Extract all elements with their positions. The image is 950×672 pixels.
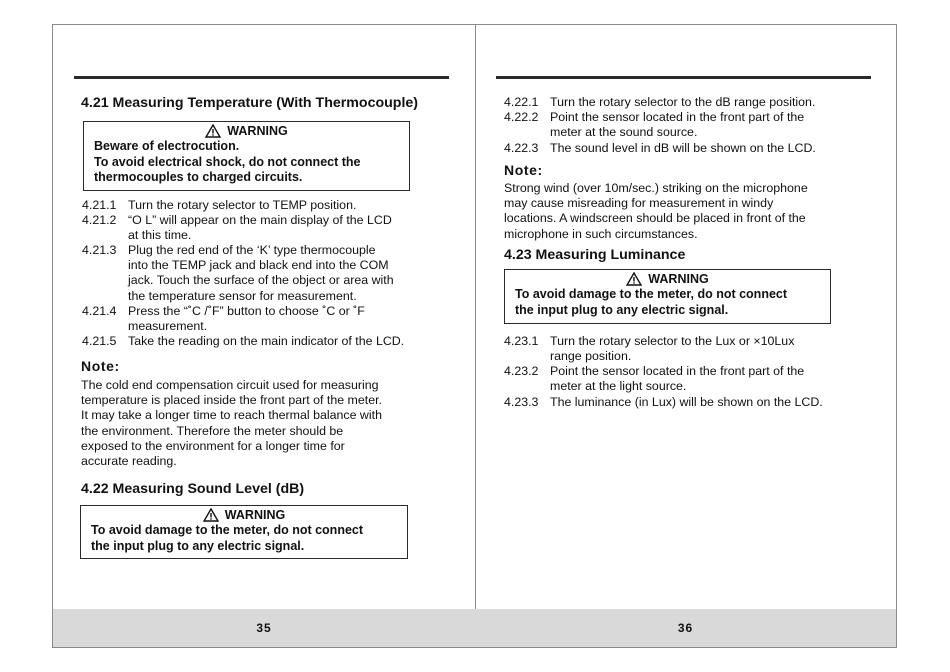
step-text: the temperature sensor for measurement. — [128, 288, 357, 303]
note-line: microphone in such circumstances. — [504, 226, 698, 241]
step-text: Turn the rotary selector to TEMP position. — [128, 198, 357, 212]
step-text: Turn the rotary selector to the dB range position. — [550, 95, 816, 109]
warning-line: Beware of electrocution. — [94, 139, 240, 153]
step-number: 4.23.2 — [504, 364, 539, 378]
step-4-21-5 — [82, 334, 404, 349]
warning-line: the input plug to any electric signal. — [91, 538, 305, 553]
step-number: 4.21.5 — [82, 334, 117, 348]
step-number: 4.23.1 — [504, 334, 539, 348]
note-line: exposed to the environment for a longer time for — [81, 438, 345, 453]
page-number: 36 — [677, 621, 694, 635]
note-text — [504, 181, 808, 242]
step-text: range position. — [550, 349, 632, 364]
step-text: The sound level in dB will be shown on the LCD. — [550, 141, 816, 155]
note-line: Strong wind (over 10m/sec.) striking on the microphone — [504, 181, 808, 195]
warning-line: the input plug to any electric signal. — [515, 302, 729, 317]
warning-text — [505, 287, 830, 318]
warning-header — [505, 271, 830, 287]
warning-line: To avoid damage to the meter, do not connect — [515, 287, 788, 301]
note-label: Note: — [504, 162, 543, 178]
step-4-22-3 — [504, 141, 816, 156]
warning-triangle-icon — [203, 508, 219, 522]
step-4-23-1 — [504, 334, 794, 364]
step-text: Take the reading on the main indicator of the LCD. — [128, 334, 405, 348]
warning-box-422 — [80, 505, 408, 559]
step-text: meter at the light source. — [550, 379, 687, 394]
top-rule — [496, 76, 871, 79]
step-4-23-3 — [504, 395, 823, 410]
warning-header — [81, 507, 407, 523]
step-number: 4.21.1 — [82, 198, 117, 212]
step-text: Turn the rotary selector to the Lux or ×10Lux — [550, 334, 795, 348]
note-line: It may take a longer time to reach thermal balance with — [81, 408, 382, 423]
note-line: locations. A windscreen should be placed in front of the — [504, 211, 806, 226]
section-title-421: 4.21 Measuring Temperature (With Thermocouple) — [81, 95, 419, 111]
step-text: jack. Touch the surface of the object or area with — [128, 273, 394, 288]
warning-box-421 — [83, 121, 410, 191]
warning-line: To avoid electrical shock, do not connect the — [94, 154, 361, 169]
note-line: the environment. Therefore the meter should be — [81, 423, 344, 438]
page-36 — [475, 25, 896, 647]
top-rule — [74, 76, 449, 79]
step-4-21-1 — [82, 198, 356, 213]
warning-text — [81, 523, 407, 554]
warning-text — [84, 139, 409, 186]
step-text: Plug the red end of the ‘K’ type thermocouple — [128, 243, 376, 257]
page-footer — [53, 609, 475, 647]
page-footer — [475, 609, 896, 647]
step-text: Point the sensor located in the front part of the — [550, 110, 805, 124]
step-4-22-1 — [504, 95, 815, 110]
step-number: 4.21.4 — [82, 304, 117, 318]
warning-title: WARNING — [224, 508, 286, 522]
step-4-21-2 — [82, 213, 392, 243]
step-text: Point the sensor located in the front part of the — [550, 364, 805, 378]
section-title-422: 4.22 Measuring Sound Level (dB) — [81, 481, 305, 497]
step-4-23-2 — [504, 364, 804, 394]
note-line: The cold end compensation circuit used for measuring — [81, 378, 379, 392]
step-text: meter at the sound source. — [550, 125, 698, 140]
warning-line: To avoid damage to the meter, do not connect — [91, 523, 364, 537]
step-number: 4.22.1 — [504, 95, 539, 109]
step-text: measurement. — [128, 319, 208, 334]
note-line: temperature is placed inside the front part of the meter. — [81, 393, 382, 408]
warning-box-423 — [504, 269, 831, 324]
step-4-21-4 — [82, 304, 365, 334]
step-number: 4.21.3 — [82, 243, 117, 257]
note-line: may cause misreading for measurement in windy — [504, 196, 774, 211]
note-label: Note: — [81, 358, 120, 374]
note-text — [81, 378, 382, 469]
page-35 — [53, 25, 476, 647]
step-4-22-2 — [504, 110, 804, 140]
warning-triangle-icon — [205, 124, 221, 138]
step-text: Press the “˚C /˚F” button to choose ˚C or ˚F — [128, 304, 365, 318]
step-number: 4.23.3 — [504, 395, 539, 409]
step-4-21-3 — [82, 243, 394, 304]
step-number: 4.22.3 — [504, 141, 539, 155]
warning-title: WARNING — [648, 272, 709, 286]
step-number: 4.22.2 — [504, 110, 539, 124]
warning-line: thermocouples to charged circuits. — [94, 170, 303, 185]
step-text: “O L” will appear on the main display of the LCD — [128, 213, 392, 227]
warning-header — [84, 123, 409, 139]
note-line: accurate reading. — [81, 454, 177, 469]
page-number: 35 — [256, 621, 272, 635]
warning-title: WARNING — [227, 124, 288, 138]
step-text: into the TEMP jack and black end into the COM — [128, 258, 389, 273]
step-text: The luminance (in Lux) will be shown on the LCD. — [550, 395, 823, 409]
step-number: 4.21.2 — [82, 213, 117, 227]
section-title-423: 4.23 Measuring Luminance — [504, 247, 686, 263]
book-spread — [52, 24, 897, 648]
step-text: at this time. — [128, 228, 192, 243]
warning-triangle-icon — [626, 272, 642, 286]
